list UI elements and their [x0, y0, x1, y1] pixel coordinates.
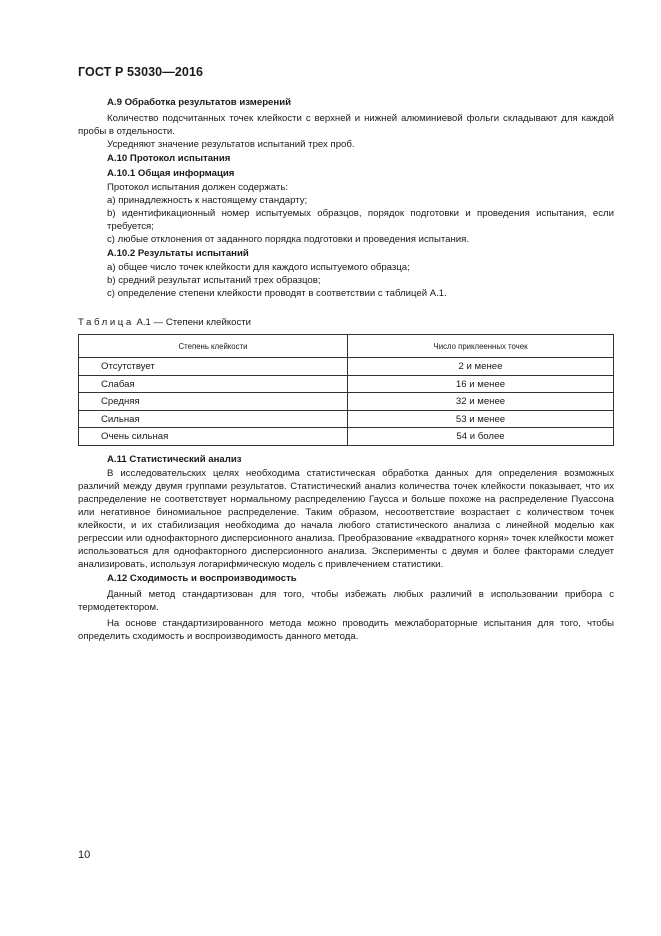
table-cell: 54 и более	[348, 428, 614, 446]
page-number: 10	[78, 849, 91, 861]
table-caption	[78, 316, 614, 329]
table-cell: Очень сильная	[79, 428, 348, 446]
table-header-row	[79, 335, 614, 358]
section-a9-paragraph-2: Усредняют значение результатов испытаний трех проб.	[107, 139, 355, 150]
table-cell: 32 и менее	[348, 393, 614, 411]
table-cell: Средняя	[79, 393, 348, 411]
section-a10-heading: А.10 Протокол испытания	[107, 153, 231, 164]
list-item: а) общее число точек клейкости для каждого испытуемого образца;	[107, 262, 410, 273]
section-a12-heading: А.12 Сходимость и воспроизводимость	[107, 572, 297, 584]
table-row	[79, 410, 614, 428]
list-item: c) определение степени клейкости проводят в соответствии с таблицей А.1.	[107, 288, 447, 299]
document-body	[78, 95, 614, 643]
list-item: b) идентификационный номер испытуемых образцов, порядок подготовки и проведения испытания, если требуется;	[107, 208, 614, 232]
section-a9-heading: А.9 Обработка результатов измерений	[107, 97, 291, 108]
section-a11-heading: А.11 Статистический анализ	[107, 453, 242, 465]
document-id: ГОСТ Р 53030—2016	[78, 65, 204, 79]
table-row	[79, 375, 614, 393]
table-row	[79, 358, 614, 376]
table-row	[79, 428, 614, 446]
tackiness-table	[78, 334, 614, 446]
table-header-cell: Число приклеенных точек	[348, 335, 614, 358]
table-caption-label: Таблица	[78, 317, 134, 328]
section-a12-paragraph-2: На основе стандартизированного метода можно проводить межлабораторные испытания для того, чтобы определить сходимость и воспроизводимость данного метода.	[78, 617, 614, 642]
table-cell: Отсутствует	[79, 358, 348, 376]
list-item: b) средний результат испытаний трех образцов;	[107, 275, 321, 286]
list-item: а) принадлежность к настоящему стандарту;	[107, 195, 308, 206]
list-item: c) любые отклонения от заданного порядка подготовки и проведения испытания.	[107, 234, 470, 245]
section-a12-paragraph-1: Данный метод стандартизован для того, чтобы избежать любых различий в использовании прибора с термодетектором.	[78, 588, 614, 613]
table-cell: 16 и менее	[348, 375, 614, 393]
section-a10-2-heading: А.10.2 Результаты испытаний	[107, 248, 249, 259]
table-cell: 2 и менее	[348, 358, 614, 376]
section-a10-1-heading: А.10.1 Общая информация	[107, 168, 235, 179]
section-a9-paragraph-1: Количество подсчитанных точек клейкости с верхней и нижней алюминиевой фольги складывают для каждой пробы в отдельности.	[78, 113, 614, 137]
table-cell: Слабая	[79, 375, 348, 393]
section-a11-paragraph: В исследовательских целях необходима статистическая обработка данных для определения возможных различий между двумя группами результатов. Статистический анализ количества точек клейкости показывает, что их распределение не соответствует нормальному распределению Гаусса и больше похоже на распределение Пуассона или негативное биномиальное распределение. Таким образом, несоответствие возрастает с количеством точек клейкости, и их стабилизация необходима до начала любого статистического анализа с линейной моделью как регрессии или однофакторного дисперсионного анализа. Преобразование «квадратного корня» точек клейкости может использоваться для однофакторного дисперсионного анализа. Эксперименты с двумя и более факторами следует анализировать, используя логарифмическую модель с привлечением статистики.	[78, 467, 614, 570]
table-cell: 53 и менее	[348, 410, 614, 428]
section-a10-1-intro: Протокол испытания должен содержать:	[107, 182, 288, 193]
table-row	[79, 393, 614, 411]
table-caption-text: А.1 — Степени клейкости	[133, 317, 252, 328]
table-header-cell: Степень клейкости	[79, 335, 348, 358]
table-cell: Сильная	[79, 410, 348, 428]
